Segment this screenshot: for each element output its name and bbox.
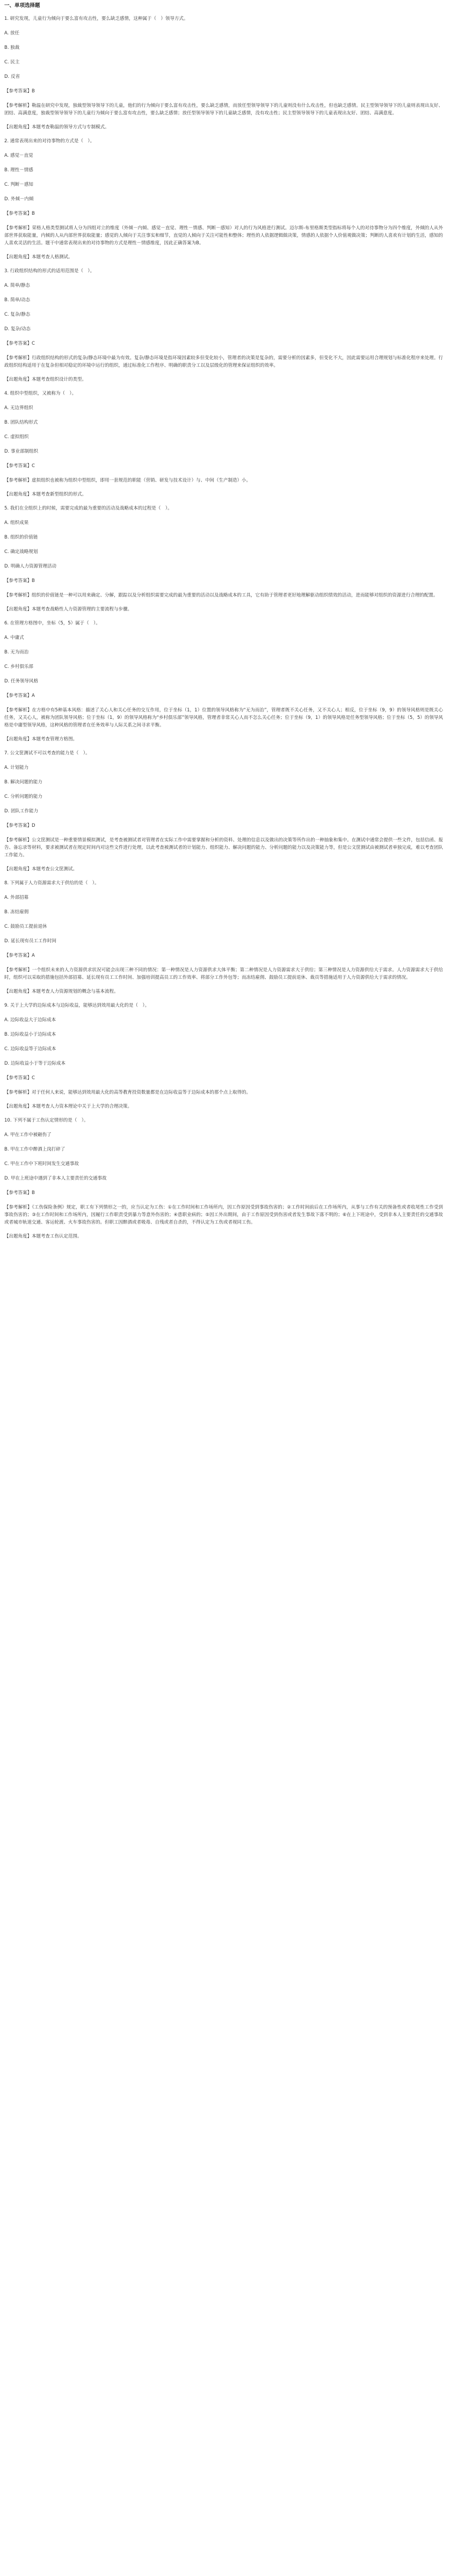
answer-option: C. 虚拟组织 xyxy=(4,434,29,440)
question-stem: 4. 组织中型组织，又被称为（ ）。 xyxy=(4,391,77,396)
answer-option: D. 复杂/动态 xyxy=(4,326,31,332)
question-stem: 10. 下列不属于工伤认定情形的是（ ）。 xyxy=(4,1118,89,1123)
answer-analysis: 【参考解析】一个组织未来的人力资源供求状况可能会出现三种不同的情况：第一种情况是人力资源供求大体平衡；第二种情况是人力资源需求大于供给；第三种情况是人力资源供给大于需求。人力资源需求大于供给时，组织可以采取的措施包括外部招募、延长现有员工工作时间、加强培训提高员工的工作效率、将部分工作外包等；而冻结雇佣、鼓励员工提前退休、裁员等措施适用于人力资源供给大于需求的情况。 xyxy=(4,967,443,980)
question-angle: 【出题角度】本题考查勒温的领导方式与专制模式。 xyxy=(4,125,110,130)
answer-option: A. 组织成果 xyxy=(4,520,29,526)
answer-analysis: 【参考解析】组织的价值链是一种可以用来确定、分解，跟踪以及分析组织需要完成的最为重要的活动以及战略成本的工具，它有助于管理者更好地理解驱动组织绩效的活动，进而能够对组织的资源进行合理的配置。 xyxy=(4,593,438,598)
answer-option: C. 甲在工作中下班时间发生交通事故 xyxy=(4,1161,79,1167)
answer-option: B. 理性－情感 xyxy=(4,168,33,173)
answer-option: C. 乡村俱乐部 xyxy=(4,664,33,670)
question-item xyxy=(4,390,443,498)
answer-key: 【参考答案】C xyxy=(4,463,35,469)
question-item xyxy=(4,15,443,131)
question-stem: 6. 在管理方格图中，坐标（5，5）属于（ ）。 xyxy=(4,621,100,626)
question-angle: 【出题角度】本题考查人格测试。 xyxy=(4,254,73,260)
answer-option: C. 判断－感知 xyxy=(4,182,33,187)
answer-analysis: 【参考解析】《工伤保险条例》规定，职工有下列情形之一的，应当认定为工伤：①在工作时间和工作场所内，因工作原因受到事故伤害的；②工作时间前后在工作场所内，从事与工作有关的预备性或者收尾性工作受到事故伤害的；③在工作时间和工作场所内，因履行工作职责受到暴力等意外伤害的；④患职业病的；⑤因工外出期间，由于工作原因受到伤害或者发生事故下落不明的；⑥在上下班途中，受到非本人主要责任的交通事故或者城市轨道交通、客运轮渡、火车事故伤害的。但职工因醉酒或者吸毒、自残或者自杀的，不得认定为工伤或者视同工伤。 xyxy=(4,1205,443,1225)
question-item xyxy=(4,879,443,995)
section-title: 一、单项选择题 xyxy=(4,3,40,9)
answer-option: B. 团队结构形式 xyxy=(4,420,38,425)
answer-option: C. 确定战略规划 xyxy=(4,549,38,555)
answer-option: B. 解决问题的能力 xyxy=(4,780,42,785)
answer-option: A. 无边界组织 xyxy=(4,405,33,411)
answer-analysis: 【参考解析】在方格中有5种基本风格：描述了关心人和关心任务的交互作用，位于坐标（1，1）位置的领导风格称为“无为而治”，管理者既不关心任务，又不关心人；相反，位于坐标（9，9）的领导风格则是既关心任务，又关心人，被称为团队领导风格；位于坐标（1，9）的领导风格称为“乡村俱乐部”领导风格，管理者非常关心人而不怎么关心任务；位于坐标（9，1）的领导风格是任务型领导风格；位于坐标（5，5）的领导风格是中庸型领导风格，这种风格的管理者在任务效率与人际关系之间寻求平衡。 xyxy=(4,708,443,728)
answer-option: D. 延长现有员工工作时间 xyxy=(4,938,56,944)
question-angle: 【出题角度】本题考查工伤认定范围。 xyxy=(4,1234,82,1239)
answer-option: C. 边际收益等于边际成本 xyxy=(4,1046,56,1052)
question-stem: 9. 关于上大学的边际成本与边际收益，能够达到效用最大化的是（ ）。 xyxy=(4,1003,150,1008)
answer-option: A. 放任 xyxy=(4,31,20,36)
question-angle: 【出题角度】本题考查人力资本理论中关于上大学的合理决策。 xyxy=(4,1104,133,1109)
answer-key: 【参考答案】B xyxy=(4,1190,35,1196)
answer-option: A. 简单/静态 xyxy=(4,283,30,288)
answer-option: D. 外倾－内倾 xyxy=(4,197,34,202)
answer-option: D. 明确人力资源管理活动 xyxy=(4,564,56,569)
answer-key: 【参考答案】D xyxy=(4,823,35,828)
question-stem: 3. 行政组织结构的形式的适用范围是（ ）。 xyxy=(4,268,95,274)
question-stem: 8. 下列属于人力资源需求大于供给的是（ ）。 xyxy=(4,881,99,886)
question-item xyxy=(4,137,443,261)
answer-option: C. 鼓励员工提前退休 xyxy=(4,924,47,929)
answer-option: A. 感觉－直觉 xyxy=(4,153,33,158)
answer-option: A. 外部招募 xyxy=(4,895,29,900)
answer-option: B. 边际收益小于边际成本 xyxy=(4,1032,56,1037)
answer-analysis: 【参考解析】公文筐测试是一种重要情景模拟测试，是考查被测试者对管理者在实际工作中需要掌握和分析的资料、处理的信息以及做出的决策等所作出的一种抽象和集中。在测试中通常会提供一些文件，包括信函、报告、备忘录等材料，要求被测试者在规定时间内对这些文件进行处理，以此考查被测试者的计划能力、组织能力、解决问题的能力、分析问题的能力以及决策能力等，但是公文筐测试由被测试者单独完成，难以考查团队工作能力。 xyxy=(4,838,443,858)
answer-option: A. 甲在工作中被砸伤了 xyxy=(4,1132,52,1138)
question-stem: 1. 研究发现，儿童行为倾向于要么富有攻击性，要么缺乏感情，这种属于（ ）领导方式。 xyxy=(4,16,188,21)
question-angle: 【出题角度】本题考查新型组织的形式。 xyxy=(4,492,87,497)
answer-option: D. 事业部制组织 xyxy=(4,449,38,454)
answer-option: A. 中庸式 xyxy=(4,635,24,641)
answer-option: A. 计划能力 xyxy=(4,765,29,770)
answer-option: C. 民主 xyxy=(4,60,20,65)
question-item xyxy=(4,505,443,613)
answer-option: D. 任务领导风格 xyxy=(4,679,38,684)
answer-key: 【参考答案】A xyxy=(4,953,35,958)
question-angle: 【出题角度】本题考查战略性人力资源管理的主要流程与步骤。 xyxy=(4,607,133,612)
answer-option: D. 反省 xyxy=(4,74,20,79)
answer-option: B. 组织的价值链 xyxy=(4,535,38,540)
answer-option: B. 无为而治 xyxy=(4,650,29,655)
answer-key: 【参考答案】C xyxy=(4,341,35,346)
answer-analysis: 【参考解析】对于任何人来说，能够达到效用最大化的高等教育投资数量都是在边际收益等于边际成本的那个点上取得的。 xyxy=(4,1090,251,1095)
question-stem: 5. 我们在全组织上的时候，需要完成的最为重要的活动及战略成本的过程是（ ）。 xyxy=(4,506,172,511)
answer-key: 【参考答案】A xyxy=(4,693,35,698)
answer-analysis: 【参考解析】虚拟组织也被称为组织中型组织，即用一套规范的职能（营销、研发与技术设计）与、中间（生产制造）小。 xyxy=(4,478,251,483)
answer-option: B. 简单/动态 xyxy=(4,297,31,303)
question-list xyxy=(4,15,443,1240)
question-angle: 【出题角度】本题考查公文筐测试。 xyxy=(4,867,78,872)
question-item xyxy=(4,749,443,873)
answer-option: B. 冻结雇佣 xyxy=(4,909,29,915)
answer-key: 【参考答案】C xyxy=(4,1075,35,1081)
answer-key: 【参考答案】B xyxy=(4,211,35,216)
answer-option: C. 分析问题的能力 xyxy=(4,794,42,799)
answer-option: C. 复杂/静态 xyxy=(4,312,31,317)
answer-analysis: 【参考解析】荣格人格类型测试将人分为四组对立的维度（外倾－内倾、感觉－直觉、理性－情感、判断－感知）对人的行为风格进行测试。迈尔斯-布里格斯类型指标将每个人的对待事物分为四个维度，外倾的人从外部世界获取能量，内倾的人从内部世界获取能量；感觉的人倾向于关注事实和细节，直觉的人倾向于关注可能性和整体；理性的人依据逻辑做决策，情感的人依据个人价值观做决策；判断的人喜欢有计划的生活，感知的人喜欢灵活的生活。题干中通常表现出来的对待事物的方式是理性－情感维度，因此正确答案为B。 xyxy=(4,225,443,246)
answer-key: 【参考答案】B xyxy=(4,89,35,94)
question-stem: 2. 通常表现出来的对待事物的方式是（ ）。 xyxy=(4,139,95,144)
question-angle: 【出题角度】本题考查人力资源规划的概念与基本流程。 xyxy=(4,989,119,994)
answer-option: B. 甲在工作中醉酒上岗打碎了 xyxy=(4,1147,66,1152)
answer-option: D. 边际收益小于等于边际成本 xyxy=(4,1061,66,1066)
question-angle: 【出题角度】本题考查组织设计的类型。 xyxy=(4,377,87,382)
answer-key: 【参考答案】B xyxy=(4,578,35,584)
question-item xyxy=(4,1002,443,1110)
question-angle: 【出题角度】本题考查管理方格图。 xyxy=(4,737,78,742)
exam-page xyxy=(0,0,448,1252)
question-item xyxy=(4,1117,443,1240)
question-item xyxy=(4,267,443,383)
question-stem: 7. 公文筐测试不可以考查的能力是（ ）。 xyxy=(4,751,90,756)
answer-analysis: 【参考解析】行政组织结构的形式的复杂/静态环境中最为有效。复杂/静态环境是指环境因素较多但变化较小，管理者的决策是复杂的，需要分析的因素多，但变化不大，因此需要运用合理规划与标准化程序来处理。行政组织结构适用于在复杂但相对稳定的环境中运行的组织，通过标准化工作程序、明确的职责分工以及层级化的管理来保证组织的效率。 xyxy=(4,355,443,368)
answer-analysis: 【参考解析】勒温在研究中发现，独裁型领导领导下的儿童，他们的行为倾向于要么富有攻击性，要么缺乏感情，而放任型领导领导下的儿童则没有什么攻击性，但也缺乏感情。民主型领导领导下的儿童则表现出友好、团结、高满意度，独裁型领导领导下的儿童行为倾向于要么富有攻击性，要么缺乏感情；放任型领导领导下的儿童缺乏感情，没有攻击性；民主型领导领导下的儿童表现出友好、团结、高满意度。 xyxy=(4,103,443,116)
question-item xyxy=(4,620,443,743)
answer-option: B. 独裁 xyxy=(4,45,20,50)
answer-option: A. 边际收益大于边际成本 xyxy=(4,1017,56,1023)
answer-option: D. 团队工作能力 xyxy=(4,809,38,814)
answer-option: D. 甲在上班途中遇到了非本人主要责任的交通事故 xyxy=(4,1176,107,1181)
